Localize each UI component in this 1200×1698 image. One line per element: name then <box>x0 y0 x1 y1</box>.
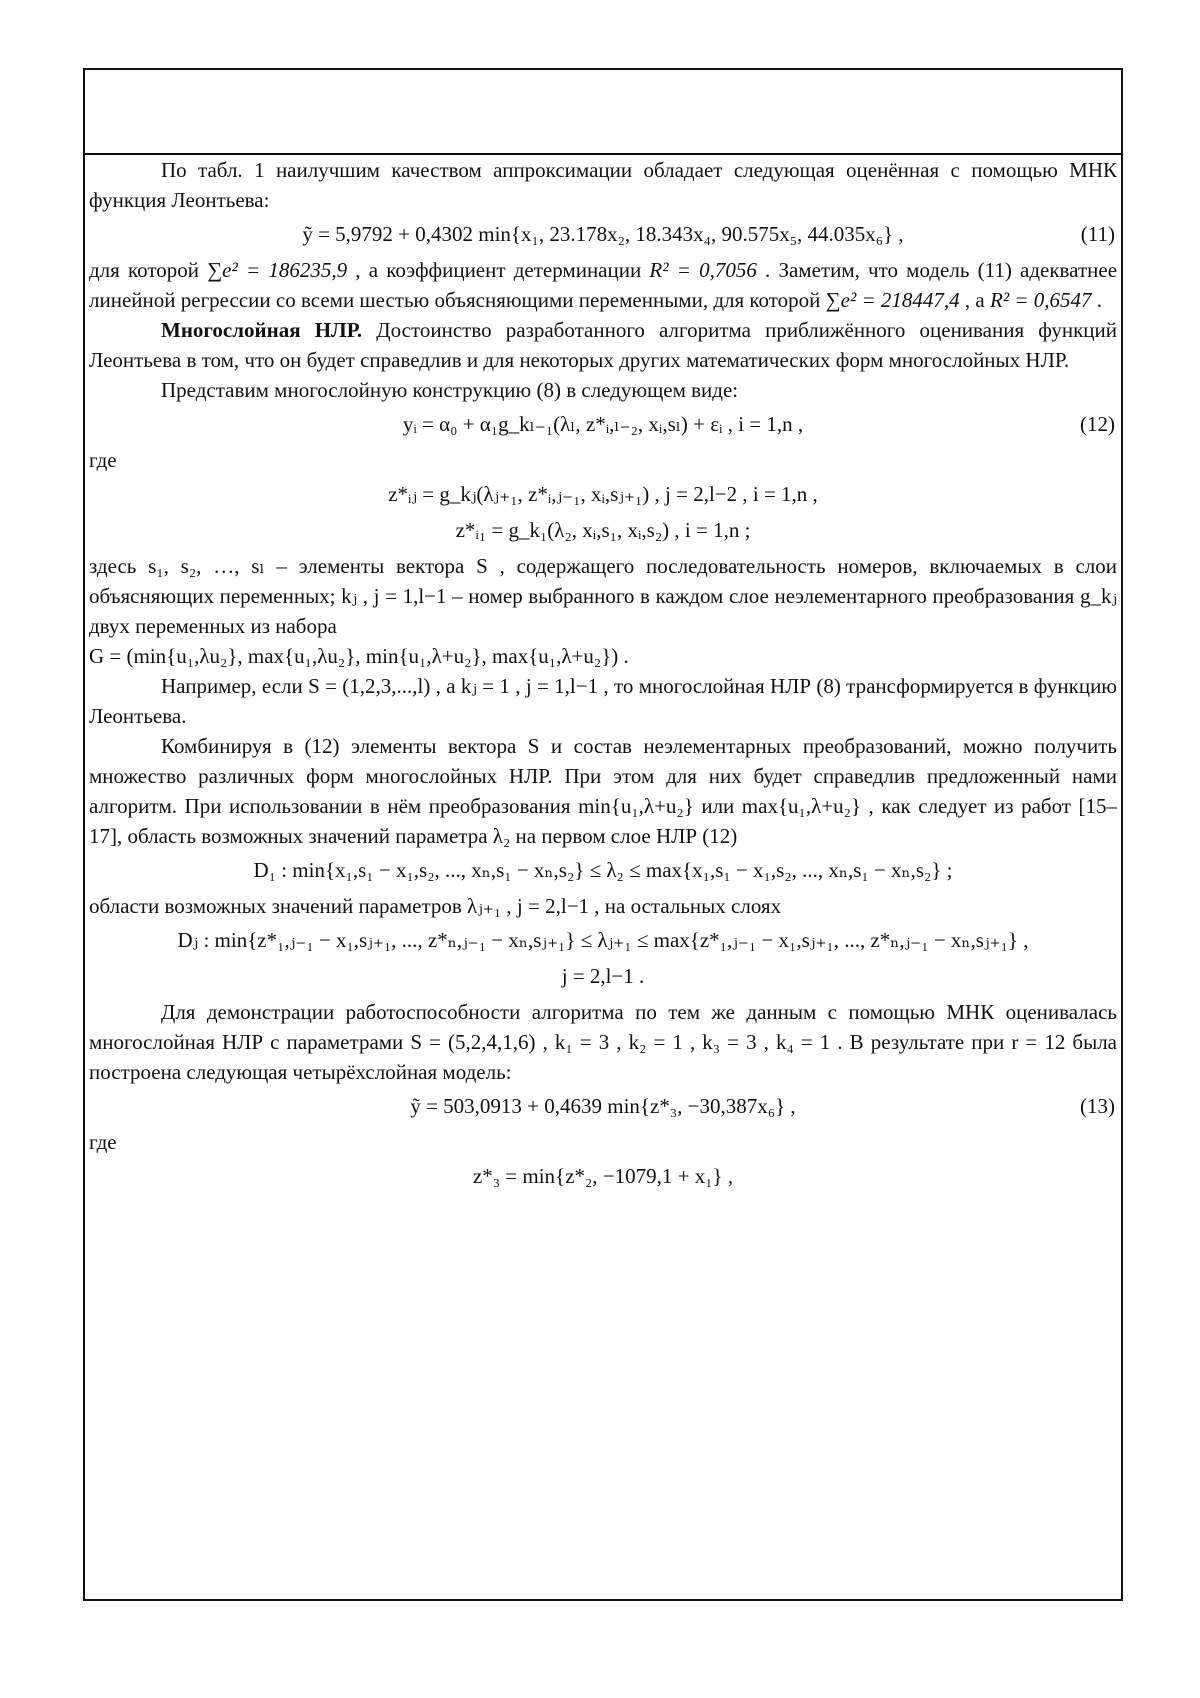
equation-11-body: ỹ = 5,9792 + 0,4302 min{x₁, 23.178x₂, 18.343x₄, 90.575x₅, 44.035x₆} , <box>302 222 904 246</box>
p2-r-squared-1: R² = 0,7056 <box>649 258 757 282</box>
equation-D1 <box>89 855 1117 887</box>
paragraph-2 <box>89 255 1117 315</box>
paragraph-7: Комбинируя в (12) элементы вектора S и состав неэлементарных преобразований, можно получить множество различных форм многослойных НЛР. При этом для них будет справедлив предложенный нами алгоритм. При использовании в нём преобразования min{u₁,λ+u₂} или max{u₁,λ+u₂} , как следует из работ [15–17], область возможных значений параметра λ₂ на первом слое НЛР (12) <box>89 734 1117 848</box>
paragraph-5: здесь s₁, s₂, …, sₗ – элементы вектора S , содержащего последовательность номеров, включаемых в слои объясняющих переменных; kⱼ , j = 1,l−1 – номер выбранного в каждом слое неэлементарного преобразования g_kⱼ двух переменных из набора <box>89 554 1117 638</box>
paragraph-6: Например, если S = (1,2,3,...,l) , а kⱼ = 1 , j = 1,l−1 , то многослойная НЛР (8) трансформируется в функцию Леонтьева. <box>89 674 1117 728</box>
equation-z3 <box>89 1161 1117 1193</box>
equation-zi1 <box>89 515 1117 547</box>
equation-13 <box>89 1091 1117 1123</box>
paragraph-3 <box>89 315 1117 375</box>
equation-j-range-body: j = 2,l−1 . <box>561 964 645 988</box>
equation-D1-body: D₁ : min{x₁,s₁ − x₁,s₂, ..., xₙ,s₁ − xₙ,s₂} ≤ λ₂ ≤ max{x₁,s₁ − x₁,s₂, ..., xₙ,s₁ − xₙ,s₂} ; <box>253 858 953 882</box>
paragraph-8: области возможных значений параметров λⱼ₊₁ , j = 2,l−1 , на остальных слоях <box>89 894 782 918</box>
equation-13-number: (13) <box>1080 1094 1115 1118</box>
page-body <box>85 155 1121 1197</box>
p2-part-e: . <box>1091 288 1103 312</box>
p2-part-a: для которой <box>89 258 208 282</box>
equation-11 <box>89 219 1117 251</box>
equation-j-range <box>89 961 1117 993</box>
equation-zij-body: z*ᵢⱼ = g_kⱼ(λⱼ₊₁, z*ᵢ,ⱼ₋₁, xᵢ,sⱼ₊₁) , j = 2,l−2 , i = 1,n , <box>388 482 818 506</box>
p2-part-d: , а <box>959 288 990 312</box>
paragraph-4: Представим многослойную конструкцию (8) в следующем виде: <box>161 378 739 402</box>
equation-12-number: (12) <box>1080 412 1115 436</box>
page-frame <box>83 68 1123 1601</box>
p2-sum-residuals-2: ∑e² = 218447,4 <box>825 288 960 312</box>
paragraph-3-text: Достоинство разработанного алгоритма приближённого оценивания функций Леонтьева в том, что он будет справедлив и для некоторых других математических форм многослойных НЛР. <box>89 318 1118 372</box>
section-heading-multilayer: Многослойная НЛР. <box>161 318 363 342</box>
p2-sum-residuals-1: ∑e² = 186235,9 <box>207 258 348 282</box>
where-label-2: где <box>89 1130 117 1154</box>
where-label-1: где <box>89 448 117 472</box>
equation-11-number: (11) <box>1080 222 1115 246</box>
equation-13-body: ỹ = 503,0913 + 0,4639 min{z*₃, −30,387x₆} , <box>410 1094 796 1118</box>
paragraph-5-set: G = (min{u₁,λu₂}, max{u₁,λu₂}, min{u₁,λ+u₂}, max{u₁,λ+u₂}) . <box>89 644 629 668</box>
p2-part-b: , а коэффициент детерминации <box>347 258 650 282</box>
equation-Dj-body: Dⱼ : min{z*₁,ⱼ₋₁ − x₁,sⱼ₊₁, ..., z*ₙ,ⱼ₋₁ − xₙ,sⱼ₊₁} ≤ λⱼ₊₁ ≤ max{z*₁,ⱼ₋₁ − x₁,sⱼ₊₁, ..., z*ₙ,ⱼ₋₁ − xₙ,sⱼ₊₁} , <box>177 928 1029 952</box>
equation-Dj <box>89 925 1117 957</box>
p2-r-squared-2: R² = 0,6547 <box>990 288 1092 312</box>
equation-zij <box>89 479 1117 511</box>
running-header-box <box>85 70 1121 155</box>
paragraph-1: По табл. 1 наилучшим качеством аппроксимации обладает следующая оценённая с помощью МНК функция Леонтьева: <box>89 158 1117 212</box>
equation-z3-body: z*₃ = min{z*₂, −1079,1 + x₁} , <box>472 1164 734 1188</box>
p2-part-c: . Заметим, что модель (11) адекватнее линейной регрессии со всеми шестью объясняющими переменными, для которой <box>89 258 1118 312</box>
paragraph-9: Для демонстрации работоспособности алгоритма по тем же данным с помощью МНК оценивалась многослойная НЛР с параметрами S = (5,2,4,1,6) , k₁ = 3 , k₂ = 1 , k₃ = 3 , k₄ = 1 . В результате при r = 12 была построена следующая четырёхслойная модель: <box>89 1000 1117 1084</box>
equation-12 <box>89 409 1117 441</box>
equation-zi1-body: z*ᵢ₁ = g_k₁(λ₂, xᵢ,s₁, xᵢ,s₂) , i = 1,n ; <box>455 518 751 542</box>
equation-12-body: yᵢ = α₀ + α₁g_kₗ₋₁(λₗ, z*ᵢ,ₗ₋₂, xᵢ,sₗ) + εᵢ , i = 1,n , <box>402 412 804 436</box>
